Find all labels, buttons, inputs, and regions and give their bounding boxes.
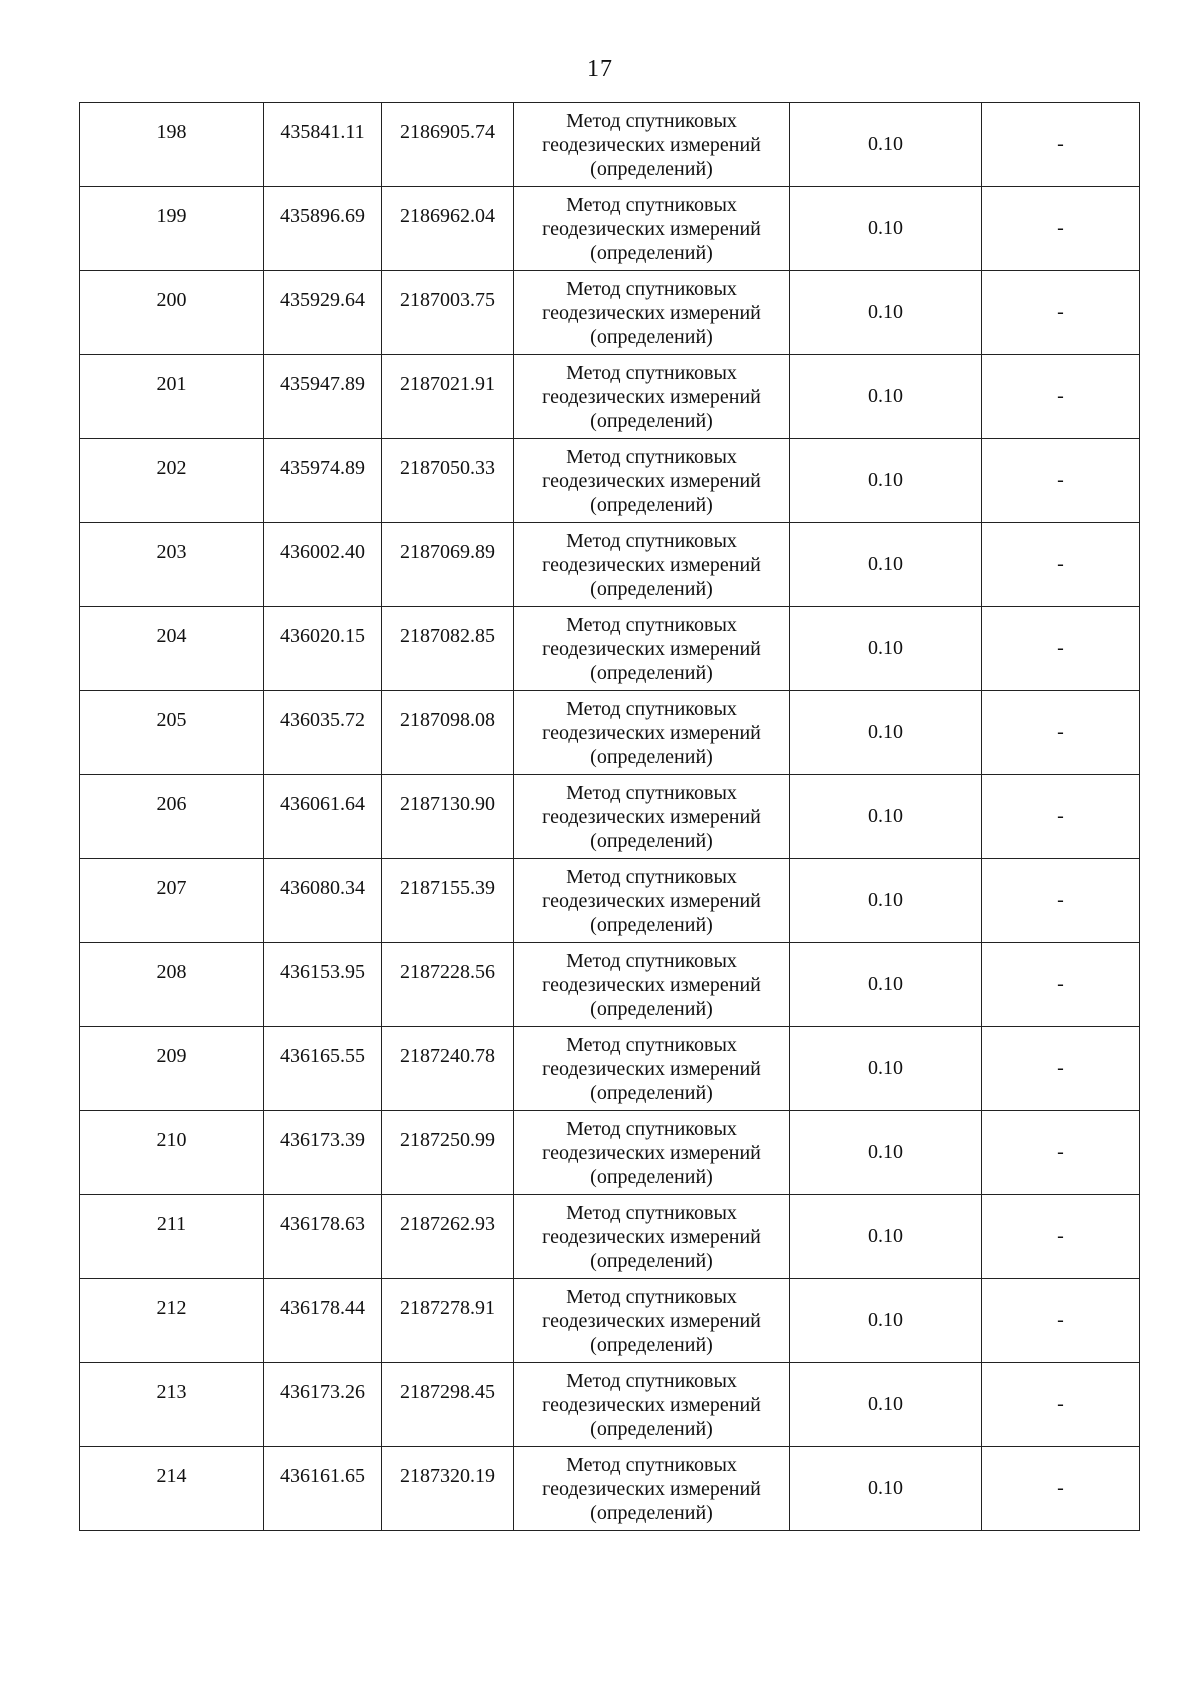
note-cell: - [982,607,1140,691]
y-coordinate-cell: 2186905.74 [382,103,514,187]
method-line: Метод спутниковых [566,529,737,552]
method-line: геодезических измерений [542,1393,761,1416]
y-coordinate-cell: 2187021.91 [382,355,514,439]
method-line: Метод спутниковых [566,613,737,636]
y-coordinate-cell: 2187155.39 [382,859,514,943]
note-cell: - [982,355,1140,439]
note-cell: - [982,439,1140,523]
method-line: Метод спутниковых [566,781,737,804]
method-cell [514,943,790,1027]
point-number-cell: 203 [80,523,264,607]
note-cell: - [982,103,1140,187]
point-number-cell: 211 [80,1195,264,1279]
x-coordinate-cell: 435929.64 [264,271,382,355]
method-line: Метод спутниковых [566,1369,737,1392]
x-coordinate-cell: 436173.39 [264,1111,382,1195]
y-coordinate-cell: 2187050.33 [382,439,514,523]
method-line: Метод спутниковых [566,865,737,888]
y-coordinate-cell: 2187003.75 [382,271,514,355]
method-line: Метод спутниковых [566,445,737,468]
method-line: Метод спутниковых [566,1117,737,1140]
point-number-cell: 209 [80,1027,264,1111]
method-line: геодезических измерений [542,133,761,156]
method-line: Метод спутниковых [566,697,737,720]
method-line: геодезических измерений [542,1309,761,1332]
table-row [80,103,1140,187]
x-coordinate-cell: 436153.95 [264,943,382,1027]
accuracy-cell: 0.10 [790,943,982,1027]
method-line: (определений) [590,157,713,180]
y-coordinate-cell: 2187130.90 [382,775,514,859]
table-row [80,1111,1140,1195]
point-number-cell: 201 [80,355,264,439]
method-line: (определений) [590,997,713,1020]
method-line: геодезических измерений [542,1057,761,1080]
accuracy-cell: 0.10 [790,103,982,187]
method-line: геодезических измерений [542,1225,761,1248]
table-row [80,859,1140,943]
method-line: геодезических измерений [542,637,761,660]
point-number-cell: 212 [80,1279,264,1363]
table-row [80,1363,1140,1447]
y-coordinate-cell: 2186962.04 [382,187,514,271]
table-row [80,1195,1140,1279]
table-row [80,439,1140,523]
accuracy-cell: 0.10 [790,859,982,943]
accuracy-cell: 0.10 [790,775,982,859]
table-row [80,775,1140,859]
accuracy-cell: 0.10 [790,271,982,355]
method-cell [514,691,790,775]
method-cell [514,1279,790,1363]
method-line: геодезических измерений [542,889,761,912]
note-cell: - [982,1111,1140,1195]
note-cell: - [982,1447,1140,1531]
note-cell: - [982,1279,1140,1363]
method-line: Метод спутниковых [566,109,737,132]
method-cell [514,1363,790,1447]
method-line: Метод спутниковых [566,193,737,216]
method-cell [514,607,790,691]
note-cell: - [982,1027,1140,1111]
point-number-cell: 204 [80,607,264,691]
y-coordinate-cell: 2187250.99 [382,1111,514,1195]
y-coordinate-cell: 2187228.56 [382,943,514,1027]
table-row [80,1447,1140,1531]
accuracy-cell: 0.10 [790,355,982,439]
method-line: (определений) [590,241,713,264]
method-line: (определений) [590,409,713,432]
accuracy-cell: 0.10 [790,1363,982,1447]
table-row [80,943,1140,1027]
method-line: геодезических измерений [542,217,761,240]
method-line: геодезических измерений [542,721,761,744]
accuracy-cell: 0.10 [790,1447,982,1531]
note-cell: - [982,523,1140,607]
point-number-cell: 198 [80,103,264,187]
table-row [80,523,1140,607]
table-row [80,271,1140,355]
method-cell [514,1195,790,1279]
method-cell [514,775,790,859]
table-row [80,1027,1140,1111]
method-line: геодезических измерений [542,973,761,996]
note-cell: - [982,1195,1140,1279]
method-line: Метод спутниковых [566,361,737,384]
method-line: (определений) [590,913,713,936]
method-line: (определений) [590,1165,713,1188]
method-line: геодезических измерений [542,385,761,408]
method-cell [514,103,790,187]
point-number-cell: 200 [80,271,264,355]
method-line: (определений) [590,1333,713,1356]
method-line: геодезических измерений [542,1141,761,1164]
y-coordinate-cell: 2187098.08 [382,691,514,775]
point-number-cell: 207 [80,859,264,943]
method-line: (определений) [590,1249,713,1272]
y-coordinate-cell: 2187278.91 [382,1279,514,1363]
method-line: геодезических измерений [542,805,761,828]
method-cell [514,1111,790,1195]
x-coordinate-cell: 436061.64 [264,775,382,859]
method-line: (определений) [590,1081,713,1104]
method-line: Метод спутниковых [566,1201,737,1224]
point-number-cell: 210 [80,1111,264,1195]
note-cell: - [982,775,1140,859]
table-row [80,691,1140,775]
table-row [80,187,1140,271]
method-line: (определений) [590,745,713,768]
method-cell [514,439,790,523]
accuracy-cell: 0.10 [790,523,982,607]
accuracy-cell: 0.10 [790,1279,982,1363]
method-cell [514,187,790,271]
point-number-cell: 214 [80,1447,264,1531]
x-coordinate-cell: 436020.15 [264,607,382,691]
accuracy-cell: 0.10 [790,439,982,523]
method-line: Метод спутниковых [566,1285,737,1308]
page-number: 17 [587,56,613,82]
y-coordinate-cell: 2187262.93 [382,1195,514,1279]
x-coordinate-cell: 436173.26 [264,1363,382,1447]
method-line: геодезических измерений [542,1477,761,1500]
point-number-cell: 206 [80,775,264,859]
accuracy-cell: 0.10 [790,1195,982,1279]
point-number-cell: 202 [80,439,264,523]
method-cell [514,859,790,943]
note-cell: - [982,691,1140,775]
method-cell [514,271,790,355]
method-line: (определений) [590,1417,713,1440]
x-coordinate-cell: 436178.44 [264,1279,382,1363]
point-number-cell: 208 [80,943,264,1027]
method-line: геодезических измерений [542,553,761,576]
x-coordinate-cell: 436165.55 [264,1027,382,1111]
table-row [80,1279,1140,1363]
note-cell: - [982,943,1140,1027]
y-coordinate-cell: 2187082.85 [382,607,514,691]
y-coordinate-cell: 2187240.78 [382,1027,514,1111]
accuracy-cell: 0.10 [790,691,982,775]
coordinates-table-body [80,103,1140,1531]
accuracy-cell: 0.10 [790,607,982,691]
method-line: (определений) [590,577,713,600]
table-row [80,607,1140,691]
x-coordinate-cell: 436178.63 [264,1195,382,1279]
method-line: (определений) [590,1501,713,1524]
method-cell [514,355,790,439]
x-coordinate-cell: 436161.65 [264,1447,382,1531]
accuracy-cell: 0.10 [790,1027,982,1111]
note-cell: - [982,859,1140,943]
point-number-cell: 213 [80,1363,264,1447]
note-cell: - [982,187,1140,271]
method-line: Метод спутниковых [566,1453,737,1476]
method-cell [514,1447,790,1531]
y-coordinate-cell: 2187069.89 [382,523,514,607]
y-coordinate-cell: 2187298.45 [382,1363,514,1447]
x-coordinate-cell: 435974.89 [264,439,382,523]
x-coordinate-cell: 435896.69 [264,187,382,271]
x-coordinate-cell: 436035.72 [264,691,382,775]
point-number-cell: 205 [80,691,264,775]
accuracy-cell: 0.10 [790,1111,982,1195]
method-cell [514,523,790,607]
method-line: Метод спутниковых [566,277,737,300]
method-line: Метод спутниковых [566,949,737,972]
coordinates-table [79,102,1140,1531]
x-coordinate-cell: 436080.34 [264,859,382,943]
x-coordinate-cell: 436002.40 [264,523,382,607]
method-line: геодезических измерений [542,469,761,492]
method-line: (определений) [590,661,713,684]
note-cell: - [982,271,1140,355]
accuracy-cell: 0.10 [790,187,982,271]
note-cell: - [982,1363,1140,1447]
method-line: Метод спутниковых [566,1033,737,1056]
method-line: (определений) [590,493,713,516]
method-line: (определений) [590,829,713,852]
method-line: геодезических измерений [542,301,761,324]
method-cell [514,1027,790,1111]
y-coordinate-cell: 2187320.19 [382,1447,514,1531]
table-row [80,355,1140,439]
point-number-cell: 199 [80,187,264,271]
x-coordinate-cell: 435841.11 [264,103,382,187]
x-coordinate-cell: 435947.89 [264,355,382,439]
method-line: (определений) [590,325,713,348]
